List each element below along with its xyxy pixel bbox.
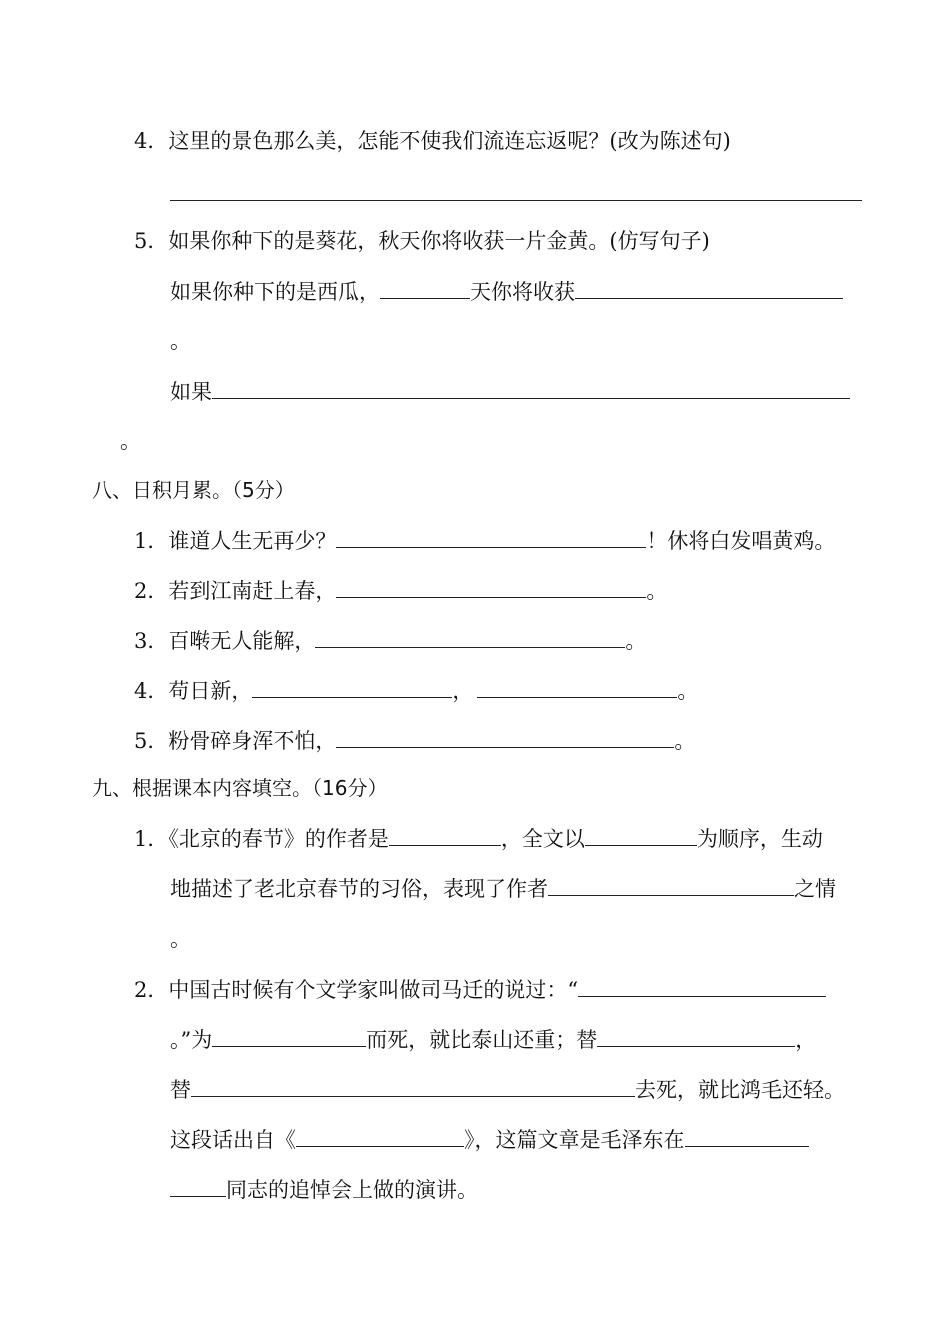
answer-blank[interactable]	[575, 276, 843, 299]
q7-5-line	[134, 226, 710, 256]
question-text: 而死，就比泰山还重；替	[366, 1028, 598, 1052]
q7-5-imitate-line	[170, 376, 850, 407]
question-number: 4．	[134, 679, 169, 703]
question-number: 2．	[134, 579, 169, 603]
fill-text: 天你将收获	[470, 280, 575, 304]
question-text: ，	[795, 1028, 817, 1052]
poem-text: 若到江南赶上春，	[168, 579, 337, 603]
q7-5-fill-line	[170, 276, 843, 307]
answer-blank[interactable]	[191, 1074, 635, 1097]
question-text: 地描述了老北京春节的习俗，表现了作者	[170, 877, 548, 901]
answer-blank[interactable]	[477, 675, 677, 698]
q9-1-line2	[170, 873, 836, 904]
period: 。	[120, 429, 141, 453]
q8-3-line	[134, 625, 646, 656]
poem-text: 苟日新，	[168, 679, 253, 703]
fill-text: 如果你种下的是西瓜，	[170, 280, 380, 304]
question-text: 这段话出自《	[170, 1128, 296, 1152]
answer-blank[interactable]	[585, 823, 697, 846]
question-text: ，全文以	[500, 827, 585, 851]
period: 。	[170, 329, 191, 353]
question-text: 。”为	[170, 1028, 213, 1052]
question-text: 《北京的春节》的作者是	[168, 827, 389, 851]
q9-2-line1	[134, 974, 826, 1005]
q9-2-line3	[170, 1074, 845, 1105]
answer-blank[interactable]	[578, 974, 826, 997]
question-text: 中国古时候有个文学家叫做司马迁的说过：“	[168, 978, 579, 1002]
period: 。	[170, 927, 191, 951]
q9-1-line1	[134, 823, 823, 854]
poem-text: 。	[674, 729, 696, 753]
question-number: 5．	[134, 229, 169, 253]
answer-blank[interactable]	[336, 725, 674, 748]
answer-blank[interactable]	[170, 1174, 226, 1197]
q9-2-line5	[170, 1174, 478, 1205]
answer-blank[interactable]	[336, 525, 646, 548]
answer-blank[interactable]	[336, 575, 646, 598]
question-number: 5．	[134, 729, 169, 753]
q7-4-line	[134, 126, 731, 156]
poem-text: ，	[452, 679, 474, 703]
section-9-title: 九、根据课本内容填空。（16分）	[92, 776, 388, 800]
question-text: 同志的追悼会上做的演讲。	[226, 1178, 478, 1202]
answer-blank[interactable]	[315, 625, 625, 648]
section-8-title: 八、日积月累。（5分）	[92, 478, 295, 502]
q8-1-line	[134, 525, 835, 556]
q8-5-line	[134, 725, 695, 756]
question-number: 3．	[134, 629, 169, 653]
question-text: 如果你种下的是葵花，秋天你将收获一片金黄。(仿写句子)	[168, 229, 710, 253]
question-text: 之情	[794, 877, 836, 901]
question-text: 》，这篇文章是毛泽东在	[464, 1128, 685, 1152]
q8-4-line	[134, 675, 698, 706]
answer-blank[interactable]	[212, 1024, 366, 1047]
answer-blank[interactable]	[380, 276, 470, 299]
answer-blank[interactable]	[296, 1124, 464, 1147]
poem-text: 谁道人生无再少？	[168, 529, 337, 553]
answer-blank[interactable]	[548, 873, 794, 896]
fill-text: 如果	[170, 380, 212, 404]
q9-2-line4	[170, 1124, 809, 1155]
question-text: 为顺序，生动	[696, 827, 823, 851]
answer-blank[interactable]	[389, 823, 501, 846]
poem-text: ！休将白发唱黄鸡。	[646, 529, 836, 553]
question-text: 去死，就比鸿毛还轻。	[635, 1078, 845, 1102]
poem-text: 粉骨碎身浑不怕，	[168, 729, 337, 753]
question-text: 这里的景色那么美，怎能不使我们流连忘返呢？(改为陈述句)	[168, 129, 731, 153]
poem-text: 。	[625, 629, 647, 653]
q8-2-line	[134, 575, 667, 606]
answer-blank[interactable]	[212, 376, 850, 399]
question-number: 4．	[134, 129, 169, 153]
question-number: 1．	[134, 827, 169, 851]
poem-text: 。	[677, 679, 699, 703]
answer-blank[interactable]	[685, 1124, 809, 1147]
question-number: 2．	[134, 978, 169, 1002]
answer-line[interactable]	[170, 200, 862, 201]
answer-blank[interactable]	[597, 1024, 795, 1047]
question-number: 1．	[134, 529, 169, 553]
answer-blank[interactable]	[252, 675, 452, 698]
question-text: 替	[170, 1078, 191, 1102]
q9-2-line2	[170, 1024, 816, 1055]
poem-text: 百啭无人能解，	[168, 629, 316, 653]
poem-text: 。	[646, 579, 668, 603]
